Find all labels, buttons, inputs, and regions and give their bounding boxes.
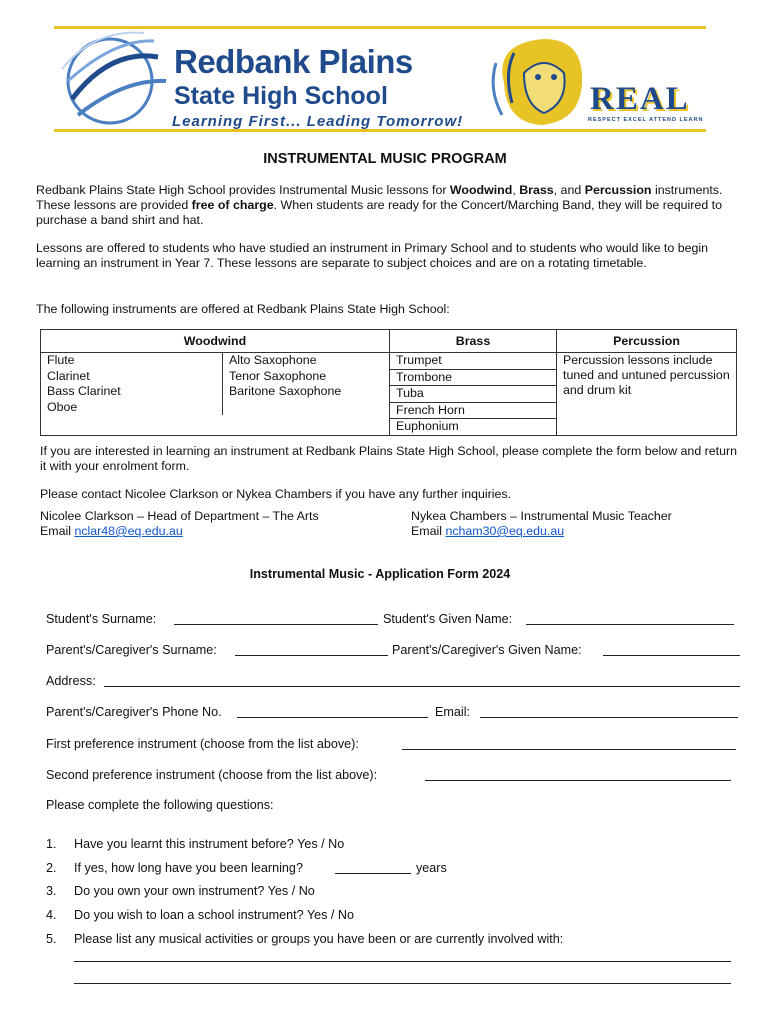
school-motto: Learning First... Leading Tomorrow! bbox=[172, 113, 464, 130]
years-label: years bbox=[416, 861, 447, 875]
first-preference-field[interactable] bbox=[402, 749, 736, 750]
activities-field-line-2[interactable] bbox=[74, 983, 731, 984]
woodwind-cell bbox=[41, 353, 390, 436]
question-text: Do you own your own instrument? Yes / No bbox=[74, 884, 315, 898]
question-number: 4. bbox=[46, 908, 57, 922]
parent-surname-field[interactable] bbox=[235, 655, 388, 656]
school-subtitle: State High School bbox=[174, 82, 388, 110]
second-preference-field[interactable] bbox=[425, 780, 731, 781]
contact-hod-role: Nicolee Clarkson – Head of Department – The Arts bbox=[40, 509, 319, 523]
email-field-label: Email: bbox=[435, 705, 470, 719]
brass-item: Trombone bbox=[390, 370, 556, 387]
brass-item: Euphonium bbox=[396, 419, 459, 433]
brass-header: Brass bbox=[390, 330, 557, 353]
question-item bbox=[46, 861, 303, 875]
brand-values: RESPECT EXCEL ATTEND LEARN bbox=[588, 117, 704, 123]
parent-phone-field[interactable] bbox=[237, 717, 428, 718]
woodwind-item: Alto Saxophone bbox=[229, 353, 317, 367]
years-learning-field[interactable] bbox=[335, 873, 411, 874]
woodwind-item: Baritone Saxophone bbox=[229, 384, 342, 398]
intro-paragraph-1: Redbank Plains State High School provides Instrumental Music lessons for Woodwind, Brass, and Percussion instruments. These lessons are provided free of charge. When students are ready for the Concert/Marching Band, they will be required to purchase a band shirt and hat. bbox=[36, 183, 723, 227]
question-text: Have you learnt this instrument before? Yes / No bbox=[74, 837, 345, 851]
email-field[interactable] bbox=[480, 717, 738, 718]
woodwind-header: Woodwind bbox=[41, 330, 390, 353]
question-item bbox=[46, 908, 354, 922]
question-number: 2. bbox=[46, 861, 57, 875]
woodwind-item: Clarinet bbox=[47, 368, 90, 383]
brass-item: Trumpet bbox=[390, 353, 556, 370]
question-item bbox=[46, 932, 563, 946]
student-given-label: Student's Given Name: bbox=[383, 612, 513, 626]
woodwind-item: Bass Clarinet bbox=[47, 384, 121, 398]
percussion-header: Percussion bbox=[557, 330, 737, 353]
hod-email-link[interactable]: nclar48@eq.edu.au bbox=[74, 524, 183, 538]
page-title: INSTRUMENTAL MUSIC PROGRAM bbox=[263, 151, 507, 167]
brass-cell bbox=[390, 353, 557, 436]
question-number: 5. bbox=[46, 932, 57, 946]
question-text: If yes, how long have you been learning? bbox=[74, 861, 303, 875]
woodwind-item: Tenor Saxophone bbox=[229, 368, 327, 383]
question-item bbox=[46, 884, 315, 898]
question-item bbox=[46, 837, 344, 851]
second-preference-label: Second preference instrument (choose from the list above): bbox=[46, 768, 378, 782]
teacher-email-link[interactable]: ncham30@eq.edu.au bbox=[445, 524, 565, 538]
activities-field-line-1[interactable] bbox=[74, 961, 731, 962]
school-banner bbox=[54, 26, 706, 132]
question-number: 3. bbox=[46, 884, 57, 898]
intro-paragraph-3: The following instruments are offered at Redbank Plains State High School: bbox=[36, 302, 450, 316]
contact-teacher-role: Nykea Chambers – Instrumental Music Teacher bbox=[411, 509, 672, 523]
percussion-cell: Percussion lessons include tuned and untuned percussion and drum kit bbox=[557, 353, 737, 436]
question-text: Do you wish to loan a school instrument? Yes / No bbox=[74, 908, 355, 922]
brass-item: Tuba bbox=[390, 386, 556, 403]
email-label: Email bbox=[40, 524, 75, 538]
parent-given-label: Parent's/Caregiver's Given Name: bbox=[392, 643, 582, 657]
globe-swoosh-icon bbox=[54, 29, 174, 129]
real-brand: REAL bbox=[590, 81, 690, 117]
intro-paragraph-2: Lessons are offered to students who have studied an instrument in Primary School and to students who would like to begin learning an instrument in Year 7. These lessons are separate to subject choices and are on a rotating timetable. bbox=[36, 241, 709, 270]
student-surname-field[interactable] bbox=[174, 624, 378, 625]
contact-hod bbox=[40, 509, 400, 539]
email-label: Email bbox=[411, 524, 446, 538]
address-label: Address: bbox=[46, 674, 96, 688]
woodwind-item: Flute bbox=[47, 353, 75, 367]
lion-mascot-icon bbox=[484, 33, 594, 129]
first-preference-label: First preference instrument (choose from the list above): bbox=[46, 737, 359, 751]
form-title: Instrumental Music - Application Form 2024 bbox=[249, 567, 511, 581]
address-field[interactable] bbox=[104, 686, 740, 687]
parent-given-field[interactable] bbox=[603, 655, 740, 656]
student-surname-label: Student's Surname: bbox=[46, 612, 157, 626]
instruments-table bbox=[40, 329, 737, 436]
parent-phone-label: Parent's/Caregiver's Phone No. bbox=[46, 705, 222, 719]
contact-teacher bbox=[411, 509, 741, 539]
brass-item: French Horn bbox=[390, 403, 556, 420]
interest-paragraph: If you are interested in learning an instrument at Redbank Plains State High School, please complete the form below and return it with your enrolment form. bbox=[40, 444, 738, 473]
questions-intro: Please complete the following questions: bbox=[46, 798, 274, 812]
woodwind-item: Oboe bbox=[47, 399, 78, 414]
question-number: 1. bbox=[46, 837, 57, 851]
contact-paragraph: Please contact Nicolee Clarkson or Nykea Chambers if you have any further inquiries. bbox=[40, 487, 512, 501]
school-name: Redbank Plains bbox=[174, 43, 413, 80]
parent-surname-label: Parent's/Caregiver's Surname: bbox=[46, 643, 217, 657]
student-given-field[interactable] bbox=[526, 624, 734, 625]
question-text: Please list any musical activities or groups you have been or are currently involved with: bbox=[74, 932, 564, 946]
